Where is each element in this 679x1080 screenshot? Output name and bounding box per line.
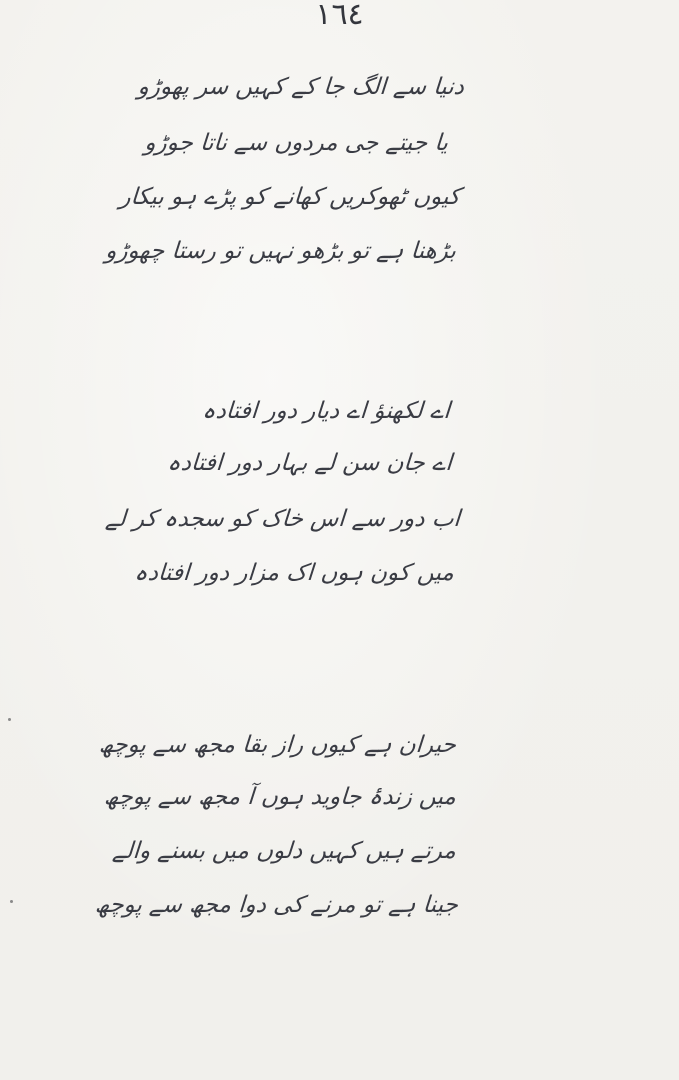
page-number: ١٦٤ [315, 0, 364, 32]
verse-line: اب دور سے اس خاک کو سجدہ کر لے [104, 506, 461, 532]
verse-line: دنیا سے الگ جا کے کہیں سر پھوڑو [136, 74, 465, 100]
verse-line: جینا ہے تو مرنے کی دوا مجھ سے پوچھ [94, 892, 459, 918]
margin-speck [8, 718, 11, 721]
verse-line: اے جان سن لے بہار دور افتادہ [166, 450, 453, 476]
verse-line: مرتے ہیں کہیں دلوں میں بسنے والے [111, 838, 457, 864]
verse-line: حیران ہے کیوں راز بقا مجھ سے پوچھ [98, 732, 457, 758]
verse-line: بڑھنا ہے تو بڑھو نہیں تو رستا چھوڑو [104, 238, 457, 264]
verse-line: میں زندۂ جاوید ہوں آ مجھ سے پوچھ [103, 784, 457, 810]
verse-line: میں کون ہوں اک مزار دور افتادہ [133, 560, 455, 586]
margin-speck [10, 900, 13, 903]
verse-line: کیوں ٹھوکریں کھانے کو پڑے ہو بیکار [118, 184, 461, 210]
verse-line: یا جیتے جی مردوں سے ناتا جوڑو [143, 130, 449, 156]
verse-line: اے لکھنؤ اے دیار دور افتادہ [201, 398, 451, 424]
